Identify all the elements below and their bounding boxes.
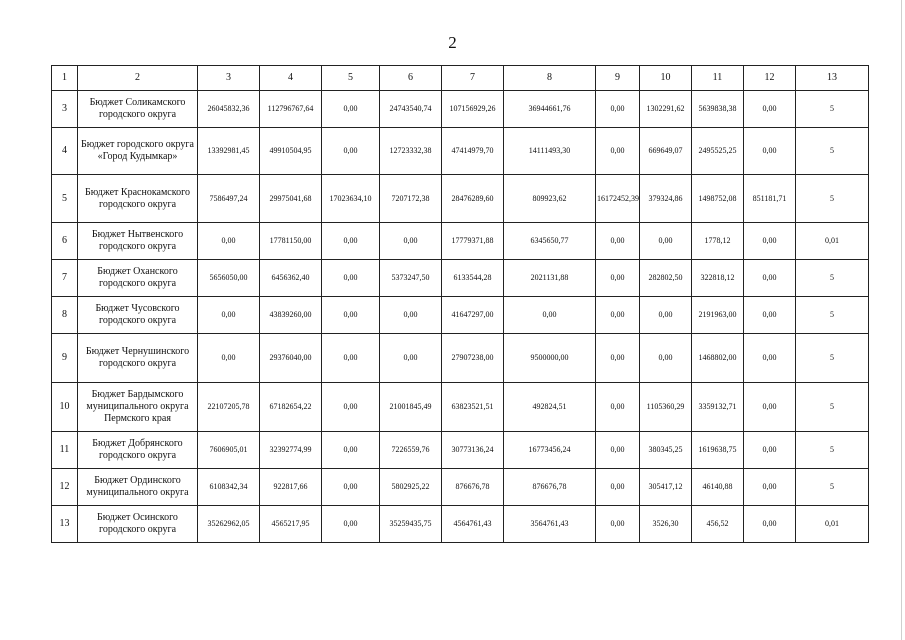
- budget-name-cell: Бюджет Краснокамского городского округа: [78, 175, 198, 223]
- column-header: 11: [692, 66, 744, 91]
- table-row: [52, 297, 869, 334]
- column-header: 1: [52, 66, 78, 91]
- value-cell: 7207172,38: [380, 175, 442, 223]
- value-cell: 5: [796, 469, 869, 506]
- value-cell: 5: [796, 383, 869, 432]
- budget-name-cell: Бюджет Нытвенского городского округа: [78, 223, 198, 260]
- value-cell: 0,00: [744, 128, 796, 175]
- value-cell: 0,00: [596, 334, 640, 383]
- table-row: [52, 175, 869, 223]
- row-number-cell: 6: [52, 223, 78, 260]
- row-number-cell: 7: [52, 260, 78, 297]
- value-cell: 9500000,00: [504, 334, 596, 383]
- value-cell: 17779371,88: [442, 223, 504, 260]
- value-cell: 6108342,34: [198, 469, 260, 506]
- column-header: 4: [260, 66, 322, 91]
- value-cell: 1619638,75: [692, 432, 744, 469]
- value-cell: 0,00: [640, 297, 692, 334]
- value-cell: 876676,78: [442, 469, 504, 506]
- value-cell: 305417,12: [640, 469, 692, 506]
- column-header: 7: [442, 66, 504, 91]
- value-cell: 0,01: [796, 506, 869, 543]
- value-cell: 0,00: [380, 223, 442, 260]
- value-cell: 47414979,70: [442, 128, 504, 175]
- value-cell: 1302291,62: [640, 91, 692, 128]
- value-cell: 0,00: [744, 506, 796, 543]
- budget-name-cell: Бюджет Чернушинского городского округа: [78, 334, 198, 383]
- column-header: 3: [198, 66, 260, 91]
- value-cell: 0,00: [744, 91, 796, 128]
- value-cell: 35262962,05: [198, 506, 260, 543]
- value-cell: 6456362,40: [260, 260, 322, 297]
- value-cell: 5: [796, 297, 869, 334]
- value-cell: 0,00: [744, 469, 796, 506]
- value-cell: 5: [796, 432, 869, 469]
- budget-name-cell: Бюджет городского округа «Город Кудымкар»: [78, 128, 198, 175]
- value-cell: 7226559,76: [380, 432, 442, 469]
- value-cell: 46140,88: [692, 469, 744, 506]
- value-cell: 1778,12: [692, 223, 744, 260]
- value-cell: 0,00: [640, 334, 692, 383]
- value-cell: 5: [796, 91, 869, 128]
- value-cell: 0,00: [744, 334, 796, 383]
- value-cell: 5: [796, 260, 869, 297]
- value-cell: 0,00: [744, 383, 796, 432]
- value-cell: 0,00: [596, 506, 640, 543]
- table-row: [52, 91, 869, 128]
- budget-table: [51, 65, 869, 543]
- value-cell: 3564761,43: [504, 506, 596, 543]
- value-cell: 22107205,78: [198, 383, 260, 432]
- scan-edge-line: [901, 0, 902, 640]
- value-cell: 2191963,00: [692, 297, 744, 334]
- value-cell: 4565217,95: [260, 506, 322, 543]
- value-cell: 14111493,30: [504, 128, 596, 175]
- value-cell: 922817,66: [260, 469, 322, 506]
- value-cell: 282802,50: [640, 260, 692, 297]
- value-cell: 0,00: [596, 432, 640, 469]
- value-cell: 6133544,28: [442, 260, 504, 297]
- value-cell: 0,00: [596, 260, 640, 297]
- value-cell: 3359132,71: [692, 383, 744, 432]
- value-cell: 29975041,68: [260, 175, 322, 223]
- value-cell: 26045832,36: [198, 91, 260, 128]
- table-body: [52, 66, 869, 543]
- table-row: [52, 383, 869, 432]
- budget-name-cell: Бюджет Оханского городского округа: [78, 260, 198, 297]
- value-cell: 49910504,95: [260, 128, 322, 175]
- value-cell: 16773456,24: [504, 432, 596, 469]
- value-cell: 0,00: [596, 91, 640, 128]
- value-cell: 0,00: [322, 383, 380, 432]
- column-header: 2: [78, 66, 198, 91]
- column-header: 6: [380, 66, 442, 91]
- value-cell: 6345650,77: [504, 223, 596, 260]
- value-cell: 1468802,00: [692, 334, 744, 383]
- value-cell: 379324,86: [640, 175, 692, 223]
- value-cell: 0,00: [596, 297, 640, 334]
- value-cell: 28476289,60: [442, 175, 504, 223]
- value-cell: 1105360,29: [640, 383, 692, 432]
- table-row: [52, 260, 869, 297]
- value-cell: 5802925,22: [380, 469, 442, 506]
- value-cell: 5373247,50: [380, 260, 442, 297]
- column-header: 8: [504, 66, 596, 91]
- table-header-row: [52, 66, 869, 91]
- row-number-cell: 4: [52, 128, 78, 175]
- row-number-cell: 12: [52, 469, 78, 506]
- value-cell: 0,00: [322, 297, 380, 334]
- value-cell: 17023634,10: [322, 175, 380, 223]
- value-cell: 43839260,00: [260, 297, 322, 334]
- value-cell: 30773136,24: [442, 432, 504, 469]
- value-cell: 0,00: [596, 383, 640, 432]
- table-row: [52, 128, 869, 175]
- row-number-cell: 3: [52, 91, 78, 128]
- budget-name-cell: Бюджет Бардымского муниципального округа Пермского края: [78, 383, 198, 432]
- value-cell: 380345,25: [640, 432, 692, 469]
- value-cell: 0,00: [596, 128, 640, 175]
- value-cell: 322818,12: [692, 260, 744, 297]
- budget-name-cell: Бюджет Осинского городского округа: [78, 506, 198, 543]
- value-cell: 0,00: [744, 432, 796, 469]
- column-header: 10: [640, 66, 692, 91]
- budget-name-cell: Бюджет Ординского муниципального округа: [78, 469, 198, 506]
- value-cell: 0,00: [504, 297, 596, 334]
- budget-name-cell: Бюджет Чусовского городского округа: [78, 297, 198, 334]
- value-cell: 2495525,25: [692, 128, 744, 175]
- value-cell: 17781150,00: [260, 223, 322, 260]
- value-cell: 0,00: [322, 223, 380, 260]
- value-cell: 107156929,26: [442, 91, 504, 128]
- value-cell: 29376040,00: [260, 334, 322, 383]
- value-cell: 32392774,99: [260, 432, 322, 469]
- value-cell: 0,00: [380, 334, 442, 383]
- value-cell: 851181,71: [744, 175, 796, 223]
- value-cell: 492824,51: [504, 383, 596, 432]
- value-cell: 41647297,00: [442, 297, 504, 334]
- value-cell: 0,00: [596, 223, 640, 260]
- value-cell: 5639838,38: [692, 91, 744, 128]
- value-cell: 0,00: [322, 128, 380, 175]
- column-header: 13: [796, 66, 869, 91]
- value-cell: 0,01: [796, 223, 869, 260]
- budget-name-cell: Бюджет Добрянского городского округа: [78, 432, 198, 469]
- table-row: [52, 432, 869, 469]
- value-cell: 456,52: [692, 506, 744, 543]
- value-cell: 0,00: [198, 223, 260, 260]
- value-cell: 0,00: [744, 260, 796, 297]
- value-cell: 36944661,76: [504, 91, 596, 128]
- value-cell: 21001845,49: [380, 383, 442, 432]
- row-number-cell: 10: [52, 383, 78, 432]
- value-cell: 0,00: [322, 432, 380, 469]
- page-number: 2: [448, 33, 457, 52]
- row-number-cell: 13: [52, 506, 78, 543]
- value-cell: 2021131,88: [504, 260, 596, 297]
- value-cell: 5: [796, 334, 869, 383]
- value-cell: 5656050,00: [198, 260, 260, 297]
- value-cell: 1498752,08: [692, 175, 744, 223]
- value-cell: 67182654,22: [260, 383, 322, 432]
- value-cell: 0,00: [744, 223, 796, 260]
- value-cell: 0,00: [744, 297, 796, 334]
- value-cell: 13392981,45: [198, 128, 260, 175]
- table-row: [52, 223, 869, 260]
- value-cell: 7606905,01: [198, 432, 260, 469]
- column-header: 9: [596, 66, 640, 91]
- table-row: [52, 334, 869, 383]
- budget-name-cell: Бюджет Соликамского городского округа: [78, 91, 198, 128]
- value-cell: 7586497,24: [198, 175, 260, 223]
- value-cell: 35259435,75: [380, 506, 442, 543]
- column-header: 5: [322, 66, 380, 91]
- value-cell: 5: [796, 128, 869, 175]
- value-cell: 0,00: [322, 334, 380, 383]
- value-cell: 0,00: [322, 260, 380, 297]
- value-cell: 112796767,64: [260, 91, 322, 128]
- value-cell: 0,00: [640, 223, 692, 260]
- value-cell: 0,00: [322, 91, 380, 128]
- row-number-cell: 5: [52, 175, 78, 223]
- value-cell: 0,00: [380, 297, 442, 334]
- value-cell: 809923,62: [504, 175, 596, 223]
- value-cell: 669649,07: [640, 128, 692, 175]
- value-cell: 0,00: [198, 334, 260, 383]
- value-cell: 12723332,38: [380, 128, 442, 175]
- value-cell: 0,00: [198, 297, 260, 334]
- row-number-cell: 8: [52, 297, 78, 334]
- value-cell: 16172452,39: [596, 175, 640, 223]
- value-cell: 4564761,43: [442, 506, 504, 543]
- column-header: 12: [744, 66, 796, 91]
- row-number-cell: 11: [52, 432, 78, 469]
- table-row: [52, 469, 869, 506]
- value-cell: 0,00: [596, 469, 640, 506]
- row-number-cell: 9: [52, 334, 78, 383]
- value-cell: 0,00: [322, 506, 380, 543]
- value-cell: 0,00: [322, 469, 380, 506]
- value-cell: 24743540,74: [380, 91, 442, 128]
- value-cell: 63823521,51: [442, 383, 504, 432]
- table-row: [52, 506, 869, 543]
- value-cell: 3526,30: [640, 506, 692, 543]
- value-cell: 876676,78: [504, 469, 596, 506]
- value-cell: 27907238,00: [442, 334, 504, 383]
- value-cell: 5: [796, 175, 869, 223]
